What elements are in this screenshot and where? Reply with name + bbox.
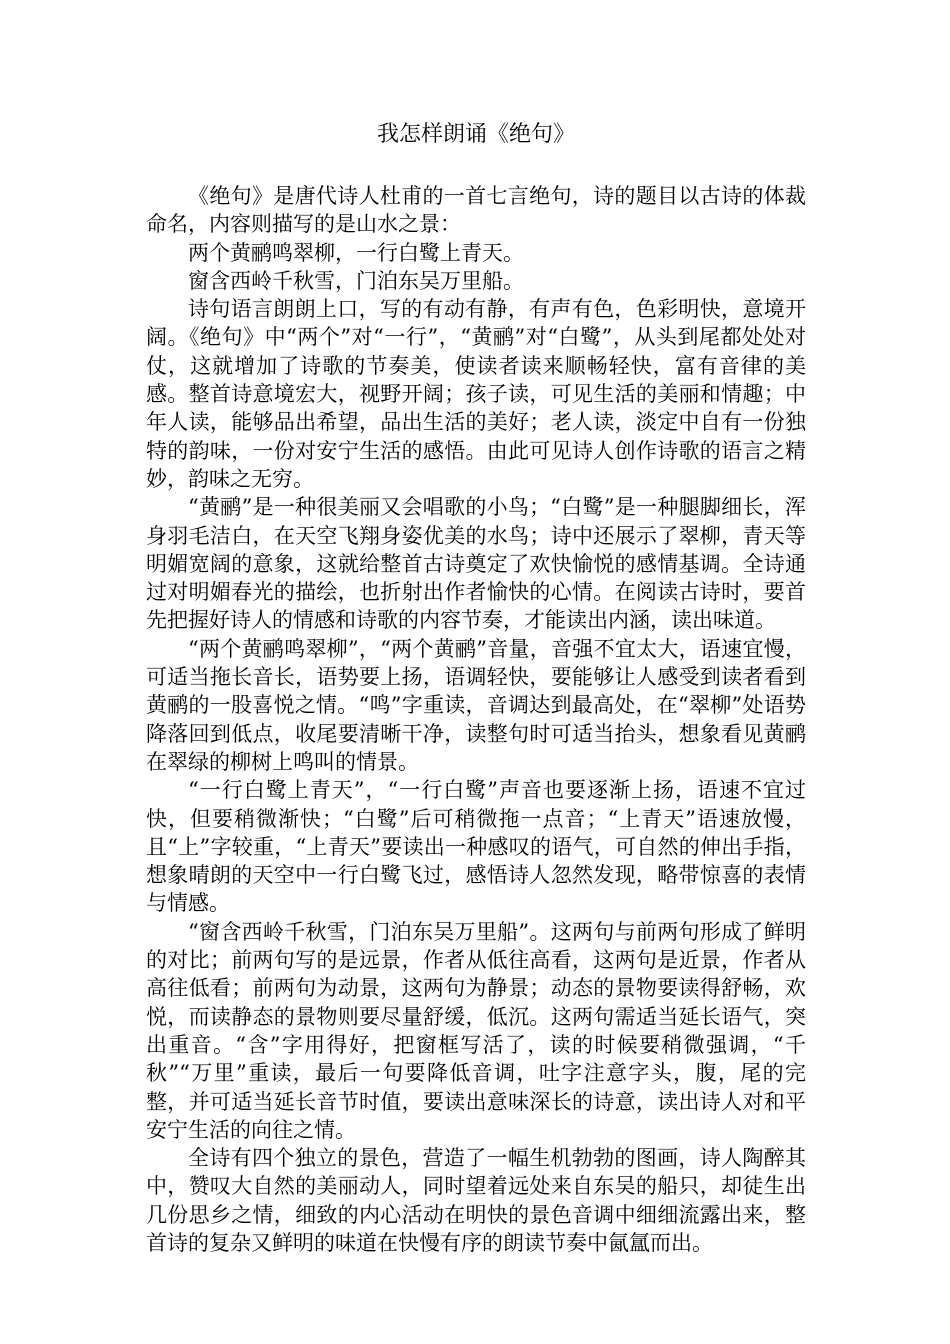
intro-paragraph: 《绝句》是唐代诗人杜甫的一首七言绝句，诗的题目以古诗的体裁命名，内容则描写的是山水之景： xyxy=(146,184,806,237)
document-page xyxy=(146,120,806,1257)
poem-line-2: 窗含西岭千秋雪，门泊东吴万里船。 xyxy=(188,268,524,293)
body-paragraph-1: 诗句语言朗朗上口，写的有动有静，有声有色，色彩明快，意境开阔。《绝句》中“两个”对“一行”，“黄鹂”对“白鹭”，从头到尾都处处对仗，这就增加了诗歌的节奏美，使读者读来顺畅轻快，富有音律的美感。整首诗意境宏大，视野开阔；孩子读，可见生活的美丽和情趣；中年人读，能够品出希望，品出生活的美好；老人读，淡定中自有一份独特的韵味，一份对安宁生活的感悟。由此可见诗人创作诗歌的语言之精妙，韵味之无穷。 xyxy=(146,297,806,491)
document-title: 我怎样朗诵《绝句》 xyxy=(376,122,575,147)
body-paragraph-6: 全诗有四个独立的景色，营造了一幅生机勃勃的图画，诗人陶醉其中，赞叹大自然的美丽动人，同时望着远处来自东吴的船只，却徒生出几份思乡之情，细致的内心活动在明快的景色音调中细细流露出来，整首诗的复杂又鲜明的味道在快慢有序的朗读节奏中氤氲而出。 xyxy=(146,1146,806,1255)
body-paragraph-4: “一行白鹭上青天”，“一行白鹭”声音也要逐渐上扬，语速不宜过快，但要稍微渐快；“白鹭”后可稍微拖一点音；“上青天”语速放慢，且“上”字较重，“上青天”要读出一种感叹的语气，可自然的伸出手指，想象晴朗的天空中一行白鹭飞过，感悟诗人忽然发现，略带惊喜的表情与情感。 xyxy=(146,778,806,916)
body-paragraph-2: “黄鹂”是一种很美丽又会唱歌的小鸟；“白鹭”是一种腿脚细长，浑身羽毛洁白，在天空飞翔身姿优美的水鸟；诗中还展示了翠柳，青天等明媚宽阔的意象，这就给整首古诗奠定了欢快愉悦的感情基调。全诗通过对明媚春光的描绘，也折射出作者愉快的心情。在阅读古诗时，要首先把握好诗人的情感和诗歌的内容节奏，才能读出内涵，读出味道。 xyxy=(146,495,806,633)
poem-line-1: 两个黄鹂鸣翠柳，一行白鹭上青天。 xyxy=(188,240,524,265)
body-paragraph-3: “两个黄鹂鸣翠柳”，“两个黄鹂”音量，音强不宜太大，语速宜慢，可适当拖长音长，语势要上扬，语调轻快，要能够让人感受到读者看到黄鹂的一股喜悦之情。“鸣”字重读，音调达到最高处，在“翠柳”处语势降落回到低点，收尾要清晰干净，读整句时可适当抬头，想象看见黄鹂在翠绿的柳树上鸣叫的情景。 xyxy=(146,636,806,774)
body-paragraph-5: “窗含西岭千秋雪，门泊东吴万里船”。这两句与前两句形成了鲜明的对比；前两句写的是远景，作者从低往高看，这两句是近景，作者从高往低看；前两句为动景，这两句为静景；动态的景物要读得舒畅，欢悦，而读静态的景物则要尽量舒缓，低沉。这两句需适当延长语气，突出重音。“含”字用得好，把窗框写活了，读的时候要稍微强调，“千秋”“万里”重读，最后一句要降低音调，吐字注意字头，腹，尾的完整，并可适当延长音节时值，要读出意味深长的诗意，读出诗人对和平安宁生活的向往之情。 xyxy=(146,919,806,1142)
